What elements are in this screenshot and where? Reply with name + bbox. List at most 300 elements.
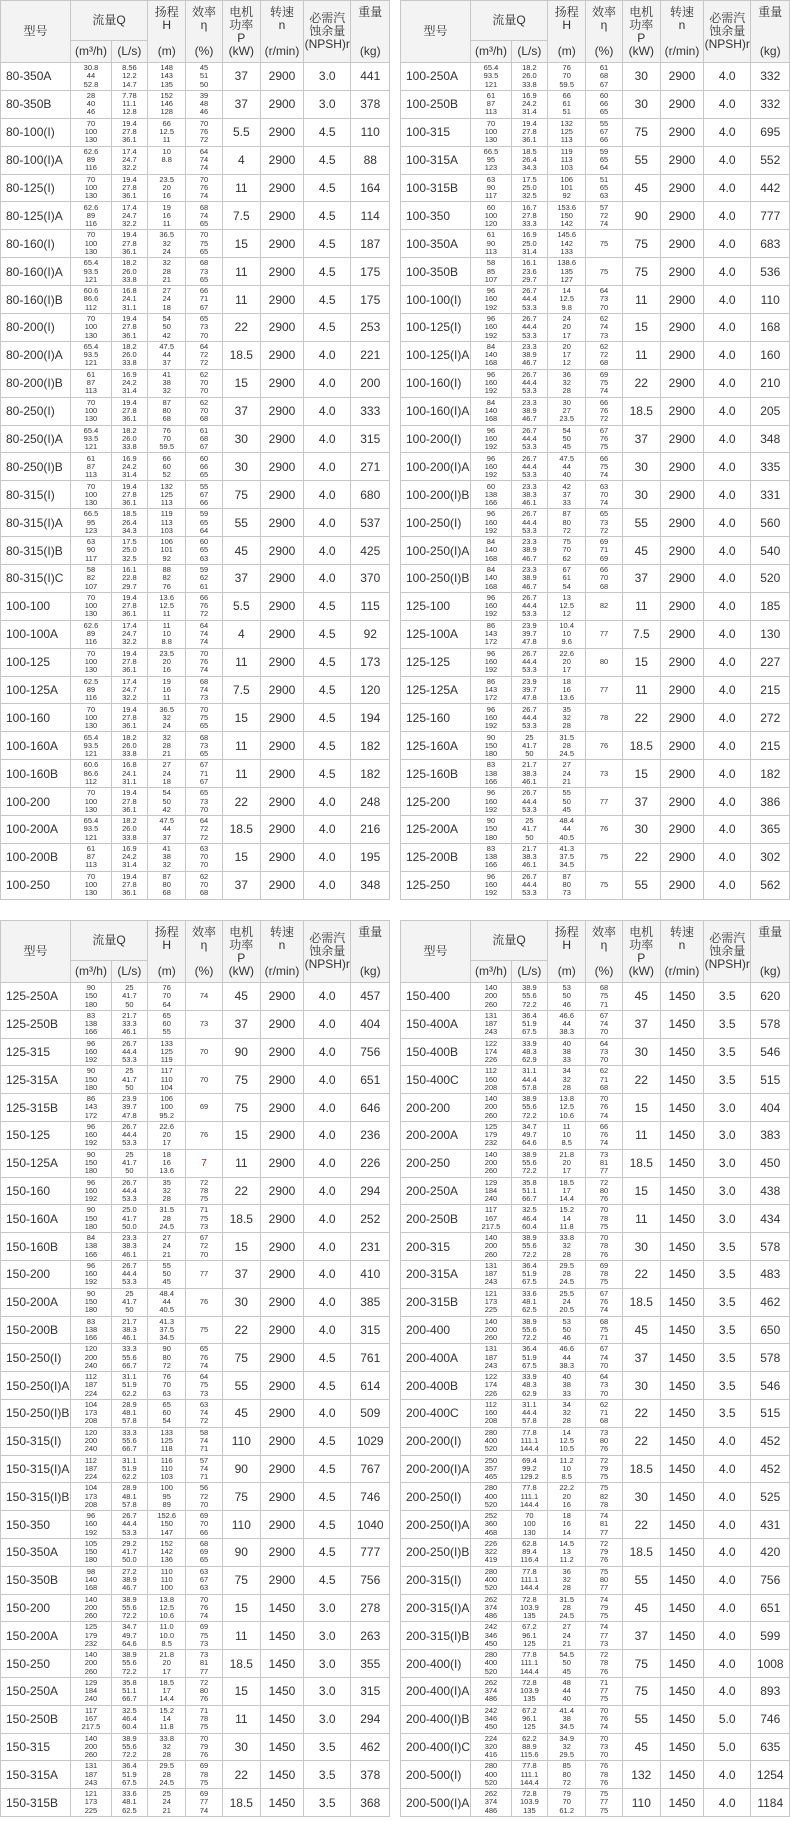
head-cell-line: 8.5 <box>561 1138 572 1148</box>
head-cell-line: 46.6 <box>559 1010 574 1020</box>
efficiency-cell-line: 72 <box>199 609 209 619</box>
efficiency-cell-line: 78 <box>599 1658 609 1668</box>
head-cell <box>547 453 585 481</box>
efficiency-cell <box>186 174 222 202</box>
flow-ls-cell-line: 51.9 <box>522 1352 537 1362</box>
npsh-cell: 4.0 <box>304 1205 351 1233</box>
efficiency-cell-line: 77 <box>599 629 609 639</box>
npsh-cell: 4.0 <box>704 592 751 620</box>
efficiency-cell <box>586 676 622 704</box>
power-cell: 110 <box>222 1511 260 1539</box>
flow-m3h-cell-line: 250 <box>484 1455 498 1465</box>
npsh-cell: 4.5 <box>304 1427 351 1455</box>
power-cell: 30 <box>622 63 660 91</box>
power-cell: 75 <box>622 258 660 286</box>
table-row <box>401 1288 790 1316</box>
weight-cell: 452 <box>751 1455 790 1483</box>
model-cell: 100-160B <box>1 760 71 788</box>
flow-ls-cell-line: 21.7 <box>122 1316 137 1326</box>
speed-cell: 1450 <box>661 1149 704 1177</box>
table-row <box>401 1010 790 1038</box>
weight-cell: 599 <box>751 1622 790 1650</box>
weight-cell: 746 <box>351 1483 390 1511</box>
power-cell: 22 <box>222 1761 260 1789</box>
head-cell-line: 76 <box>162 1372 171 1382</box>
flow-ls-cell-line: 72.8 <box>522 1789 537 1799</box>
npsh-cell: 4.0 <box>704 1622 751 1650</box>
flow-m3h-cell <box>71 230 112 258</box>
efficiency-cell <box>586 1010 622 1038</box>
npsh-cell: 3.5 <box>304 1761 351 1789</box>
head-cell-line: 41.3 <box>159 1316 174 1326</box>
flow-m3h-cell-line: 125 <box>84 1622 98 1632</box>
flow-ls-cell-line: 60.4 <box>122 1722 137 1732</box>
flow-m3h-cell <box>471 1316 512 1344</box>
head-cell-line: 80 <box>562 880 571 890</box>
efficiency-cell-line: 75 <box>199 1722 209 1732</box>
model-cell: 80-315(I)C <box>1 565 71 593</box>
flow-ls-cell-line: 46.4 <box>122 1714 137 1724</box>
flow-ls-cell-line: 24.7 <box>122 210 137 220</box>
col-weight: 重量 (kg) <box>751 1 790 63</box>
flow-ls-cell-line: 36.4 <box>522 1261 537 1271</box>
weight-cell: 509 <box>351 1399 390 1427</box>
weight-cell: 546 <box>751 1038 790 1066</box>
head-cell-line: 10.5 <box>559 1444 574 1454</box>
head-cell-line: 32 <box>162 386 171 396</box>
flow-ls-cell-line: 27.8 <box>122 796 137 806</box>
model-cell: 80-200(I)B <box>1 369 71 397</box>
head-cell-line: 147 <box>160 1527 173 1537</box>
flow-ls-cell-line: 67.2 <box>522 1705 537 1715</box>
flow-ls-cell-line: 27.8 <box>122 322 137 332</box>
flow-m3h-cell-line: 187 <box>484 1352 498 1362</box>
flow-m3h-cell <box>71 1399 112 1427</box>
head-cell <box>547 648 585 676</box>
head-cell-line: 14 <box>562 286 571 296</box>
npsh-cell: 4.0 <box>704 1761 751 1789</box>
flow-m3h-cell-line: 63 <box>486 174 496 184</box>
flow-m3h-cell-line: 166 <box>484 497 498 507</box>
speed-cell: 2900 <box>261 1205 304 1233</box>
flow-ls-cell-line: 25 <box>125 983 134 993</box>
flow-ls-cell-line: 31.1 <box>122 1455 137 1465</box>
flow-m3h-cell-line: 160 <box>84 1269 98 1279</box>
flow-ls-cell-line: 96.1 <box>522 1714 537 1724</box>
efficiency-cell-line: 77 <box>599 1166 609 1176</box>
npsh-cell: 3.0 <box>704 1177 751 1205</box>
weight-cell: 1008 <box>751 1650 790 1678</box>
head-cell-line: 32 <box>562 1408 571 1418</box>
flow-m3h-cell-line: 44 <box>86 71 96 81</box>
efficiency-cell-line: 70 <box>599 1750 609 1760</box>
flow-ls-cell-line: 72.2 <box>522 1249 537 1259</box>
flow-m3h-cell-line: 240 <box>84 1444 98 1454</box>
flow-m3h-cell <box>471 1511 512 1539</box>
flow-ls-cell-line: 16.9 <box>522 91 537 101</box>
head-cell-line: 152 <box>160 1539 173 1549</box>
speed-cell: 1450 <box>661 983 704 1011</box>
efficiency-cell-line: 82 <box>599 1491 609 1501</box>
flow-m3h-cell-line: 84 <box>86 1233 96 1243</box>
head-cell <box>147 1427 185 1455</box>
flow-m3h-cell-line: 100 <box>84 657 98 667</box>
head-cell-line: 148 <box>160 63 173 73</box>
weight-cell: 442 <box>751 174 790 202</box>
efficiency-cell <box>586 481 622 509</box>
flow-m3h-cell-line: 450 <box>484 1638 498 1648</box>
efficiency-cell <box>186 620 222 648</box>
power-cell: 75 <box>622 1650 660 1678</box>
head-cell-line: 64 <box>162 999 171 1009</box>
flow-m3h-cell-line: 122 <box>484 1372 498 1382</box>
head-cell <box>547 286 585 314</box>
weight-cell: 120 <box>351 676 390 704</box>
head-cell-line: 16 <box>162 191 171 201</box>
efficiency-cell-line: 78 <box>599 1269 609 1279</box>
flow-m3h-cell-line: 168 <box>484 414 498 424</box>
spec-table <box>0 920 390 1817</box>
power-cell: 37 <box>222 1260 260 1288</box>
efficiency-cell <box>186 1260 222 1288</box>
efficiency-cell-line: 68 <box>599 581 609 591</box>
head-cell-line: 18 <box>162 1149 171 1159</box>
flow-m3h-cell <box>471 1038 512 1066</box>
flow-m3h-cell-line: 96 <box>486 871 496 881</box>
flow-ls-cell-line: 53.3 <box>522 609 537 619</box>
head-cell-line: 50 <box>562 796 571 806</box>
power-cell: 30 <box>622 1483 660 1511</box>
head-cell-line: 50 <box>162 1269 171 1279</box>
weight-cell: 253 <box>351 314 390 342</box>
flow-m3h-cell-line: 260 <box>484 1333 498 1343</box>
head-cell-line: 80 <box>562 1769 571 1779</box>
flow-m3h-cell-line: 260 <box>84 1666 98 1676</box>
flow-ls-cell-line: 38.9 <box>122 1650 137 1660</box>
weight-cell: 194 <box>351 704 390 732</box>
speed-cell: 1450 <box>661 1121 704 1149</box>
model-cell: 150-250 <box>1 1650 71 1678</box>
head-cell-line: 88 <box>162 565 171 575</box>
efficiency-cell-line: 69 <box>599 537 609 547</box>
flow-ls-cell-line: 16.1 <box>522 258 537 268</box>
head-cell-line: 113 <box>560 135 573 145</box>
flow-m3h-cell-line: 174 <box>484 1046 498 1056</box>
table-row <box>401 1316 790 1344</box>
flow-ls-cell-line: 24.7 <box>122 684 137 694</box>
weight-cell: 578 <box>751 1344 790 1372</box>
flow-ls-cell-line: 36.1 <box>122 497 137 507</box>
weight-cell: 160 <box>751 341 790 369</box>
model-cell: 100-250 <box>1 871 71 899</box>
col-efficiency: 效率 η (%) <box>586 921 622 983</box>
weight-cell: 441 <box>351 63 390 91</box>
weight-cell: 182 <box>751 760 790 788</box>
efficiency-cell <box>186 509 222 537</box>
flow-ls-cell <box>111 1038 147 1066</box>
weight-cell: 695 <box>751 118 790 146</box>
flow-m3h-cell-line: 98 <box>86 1566 96 1576</box>
efficiency-cell-line: 68 <box>199 202 209 212</box>
efficiency-cell-line: 70 <box>199 860 209 870</box>
head-cell <box>147 1149 185 1177</box>
npsh-cell: 4.0 <box>704 118 751 146</box>
weight-cell: 348 <box>351 871 390 899</box>
efficiency-cell-line: 70 <box>599 1733 609 1743</box>
efficiency-cell-line: 76 <box>199 1130 209 1140</box>
efficiency-cell-line: 78 <box>199 1185 209 1195</box>
flow-m3h-cell-line: 129 <box>84 1678 98 1688</box>
flow-m3h-cell-line: 70 <box>86 397 96 407</box>
head-cell-line: 18.5 <box>559 1177 574 1187</box>
npsh-cell: 4.0 <box>304 1177 351 1205</box>
flow-ls-cell <box>511 1177 547 1205</box>
flow-m3h-cell-line: 86.6 <box>83 294 99 304</box>
npsh-cell: 3.5 <box>704 1344 751 1372</box>
head-cell-line: 41 <box>162 844 171 854</box>
efficiency-cell-line: 75 <box>599 238 609 248</box>
head-cell-line: 73 <box>562 888 571 898</box>
flow-ls-cell-line: 38.3 <box>522 768 537 778</box>
npsh-cell: 3.0 <box>704 1205 751 1233</box>
head-cell-line: 44 <box>562 1686 571 1696</box>
efficiency-cell-line: 81 <box>199 1658 209 1668</box>
power-cell: 45 <box>622 1594 660 1622</box>
flow-ls-cell-line: 26.7 <box>522 509 537 519</box>
head-cell-line: 28 <box>162 1750 171 1760</box>
speed-cell: 2900 <box>661 509 704 537</box>
speed-cell: 1450 <box>661 1705 704 1733</box>
efficiency-cell <box>186 1288 222 1316</box>
efficiency-cell-line: 82 <box>599 601 609 611</box>
head-cell-line: 50 <box>562 433 571 443</box>
col-flow-m3h: (m³/h) <box>471 961 512 983</box>
efficiency-cell <box>586 1538 622 1566</box>
flow-ls-cell <box>111 453 147 481</box>
col-flow-m3h: (m³/h) <box>471 41 512 63</box>
power-cell: 90 <box>222 1455 260 1483</box>
efficiency-cell-line: 77 <box>599 796 609 806</box>
flow-ls-cell-line: 41.7 <box>122 1074 137 1084</box>
npsh-cell: 4.5 <box>304 258 351 286</box>
head-cell-line: 70 <box>562 545 571 555</box>
table-row <box>1 397 390 425</box>
weight-cell: 651 <box>751 1594 790 1622</box>
head-cell-line: 68 <box>162 888 171 898</box>
flow-m3h-cell <box>471 537 512 565</box>
flow-m3h-cell-line: 520 <box>484 1777 498 1787</box>
efficiency-cell-line: 56 <box>199 1483 209 1493</box>
flow-ls-cell-line: 46.7 <box>522 581 537 591</box>
speed-cell: 2900 <box>261 1483 304 1511</box>
efficiency-cell <box>586 1094 622 1122</box>
flow-m3h-cell-line: 150 <box>84 1297 98 1307</box>
npsh-cell: 3.5 <box>704 1316 751 1344</box>
head-cell-line: 119 <box>160 509 173 519</box>
flow-m3h-cell <box>471 1010 512 1038</box>
efficiency-cell-line: 76 <box>599 740 609 750</box>
flow-m3h-cell-line: 87 <box>486 99 496 109</box>
flow-m3h-cell <box>471 592 512 620</box>
head-cell-line: 76 <box>562 63 571 73</box>
speed-cell: 2900 <box>661 202 704 230</box>
flow-m3h-cell <box>71 1066 112 1094</box>
head-cell-line: 36.5 <box>159 230 174 240</box>
efficiency-cell-line: 74 <box>199 191 209 201</box>
flow-ls-cell <box>111 1288 147 1316</box>
speed-cell: 1450 <box>661 1677 704 1705</box>
flow-ls-cell <box>111 1566 147 1594</box>
flow-ls-cell <box>511 258 547 286</box>
model-cell: 80-250(I)B <box>1 453 71 481</box>
flow-ls-cell-line: 26.7 <box>522 369 537 379</box>
head-cell-line: 35 <box>562 704 571 714</box>
head-cell-line: 11 <box>162 620 171 630</box>
head-cell-line: 118 <box>160 1444 173 1454</box>
model-cell: 125-250 <box>401 871 471 899</box>
head-cell-line: 11.2 <box>559 1555 574 1565</box>
flow-m3h-cell <box>471 1372 512 1400</box>
efficiency-cell <box>186 1566 222 1594</box>
flow-m3h-cell-line: 200 <box>484 1241 498 1251</box>
flow-ls-cell-line: 53.3 <box>522 721 537 731</box>
weight-cell: 683 <box>751 230 790 258</box>
flow-ls-cell-line: 36.1 <box>122 665 137 675</box>
speed-cell: 2900 <box>261 1010 304 1038</box>
model-cell: 100-200(I)B <box>401 481 471 509</box>
model-cell: 100-125A <box>1 676 71 704</box>
npsh-cell: 4.0 <box>704 704 751 732</box>
efficiency-cell-line: 78 <box>599 1241 609 1251</box>
flow-ls-cell-line: 44.4 <box>522 712 537 722</box>
efficiency-cell-line: 80 <box>599 1436 609 1446</box>
head-cell-line: 11.8 <box>559 1221 574 1231</box>
head-cell-line: 18 <box>162 776 171 786</box>
head-cell <box>147 314 185 342</box>
head-cell-line: 103 <box>160 525 173 535</box>
flow-ls-cell-line: 36.1 <box>122 191 137 201</box>
efficiency-cell-line: 70 <box>199 1519 209 1529</box>
flow-ls-cell <box>111 1622 147 1650</box>
flow-ls-cell <box>111 146 147 174</box>
flow-ls-cell-line: 17.4 <box>122 676 137 686</box>
head-cell <box>547 1260 585 1288</box>
head-cell-line: 132 <box>560 118 573 128</box>
head-cell-line: 22.2 <box>559 1483 574 1493</box>
efficiency-cell-line: 77 <box>199 1797 209 1807</box>
flow-m3h-cell <box>71 1594 112 1622</box>
head-cell-line: 32 <box>162 732 171 742</box>
efficiency-cell-line: 70 <box>599 573 609 583</box>
efficiency-cell-line: 62 <box>199 573 209 583</box>
flow-ls-cell-line: 36.4 <box>522 1010 537 1020</box>
flow-ls-cell-line: 44.4 <box>122 1046 137 1056</box>
efficiency-cell <box>586 1427 622 1455</box>
flow-ls-cell-line: 57.8 <box>522 1082 537 1092</box>
npsh-cell: 4.0 <box>704 202 751 230</box>
head-cell <box>147 1761 185 1789</box>
efficiency-cell-line: 70 <box>199 1074 209 1084</box>
flow-m3h-cell <box>471 1483 512 1511</box>
table-row <box>1 1733 390 1761</box>
head-cell-line: 44 <box>562 1352 571 1362</box>
weight-cell: 434 <box>751 1205 790 1233</box>
flow-ls-cell-line: 31.1 <box>122 1372 137 1382</box>
flow-m3h-cell-line: 252 <box>484 1511 498 1521</box>
efficiency-cell-line: 70 <box>199 704 209 714</box>
flow-m3h-cell-line: 63 <box>86 537 96 547</box>
flow-ls-cell-line: 48.1 <box>122 1491 137 1501</box>
flow-m3h-cell <box>471 509 512 537</box>
head-cell-line: 110 <box>160 1463 173 1473</box>
flow-m3h-cell-line: 96 <box>86 1511 96 1521</box>
head-cell <box>147 1622 185 1650</box>
model-cell: 200-400(I)A <box>401 1677 471 1705</box>
efficiency-cell <box>586 620 622 648</box>
speed-cell: 2900 <box>261 1066 304 1094</box>
efficiency-cell-line: 71 <box>599 999 609 1009</box>
flow-ls-cell-line: 18.2 <box>122 258 137 268</box>
head-cell <box>147 1705 185 1733</box>
flow-m3h-cell-line: 121 <box>84 832 98 842</box>
efficiency-cell <box>186 1233 222 1261</box>
speed-cell: 1450 <box>661 1427 704 1455</box>
speed-cell: 1450 <box>661 1177 704 1205</box>
flow-ls-cell-line: 27.8 <box>122 601 137 611</box>
flow-m3h-cell <box>471 63 512 91</box>
head-cell-line: 125 <box>160 489 173 499</box>
table-row <box>401 1622 790 1650</box>
head-cell-line: 54 <box>162 788 171 798</box>
flow-ls-cell-line: 25 <box>525 816 534 826</box>
efficiency-cell <box>586 453 622 481</box>
head-cell-line: 153.6 <box>557 202 577 212</box>
head-cell-line: 127 <box>560 274 573 284</box>
flow-ls-cell <box>511 1399 547 1427</box>
flow-ls-cell-line: 46.7 <box>522 414 537 424</box>
table-row <box>401 481 790 509</box>
flow-ls-cell-line: 46.1 <box>122 1027 137 1037</box>
model-cell: 80-200(I)A <box>1 341 71 369</box>
head-cell-line: 142 <box>160 1547 173 1557</box>
flow-ls-cell <box>111 1066 147 1094</box>
head-cell-line: 25 <box>162 1789 171 1799</box>
head-cell <box>147 1038 185 1066</box>
npsh-cell: 3.5 <box>704 1010 751 1038</box>
head-cell <box>147 397 185 425</box>
npsh-cell: 4.5 <box>304 1566 351 1594</box>
flow-m3h-cell <box>71 1094 112 1122</box>
head-cell <box>147 146 185 174</box>
head-cell-line: 47.5 <box>159 342 174 352</box>
flow-ls-cell-line: 72.2 <box>122 1611 137 1621</box>
flow-ls-cell <box>111 1233 147 1261</box>
flow-m3h-cell-line: 240 <box>484 1194 498 1204</box>
head-cell-line: 32 <box>562 1241 571 1251</box>
head-cell-line: 24 <box>162 721 171 731</box>
efficiency-cell-line: 70 <box>199 378 209 388</box>
flow-ls-cell-line: 115.6 <box>520 1750 539 1760</box>
weight-cell: 560 <box>751 509 790 537</box>
head-cell-line: 37.5 <box>559 852 574 862</box>
table-row <box>1 1066 390 1094</box>
efficiency-cell-line: 71 <box>199 1205 209 1215</box>
head-cell <box>147 1455 185 1483</box>
head-cell-line: 95 <box>162 1491 171 1501</box>
speed-cell: 2900 <box>261 788 304 816</box>
npsh-cell: 4.0 <box>304 537 351 565</box>
flow-ls-cell-line: 44.4 <box>522 322 537 332</box>
